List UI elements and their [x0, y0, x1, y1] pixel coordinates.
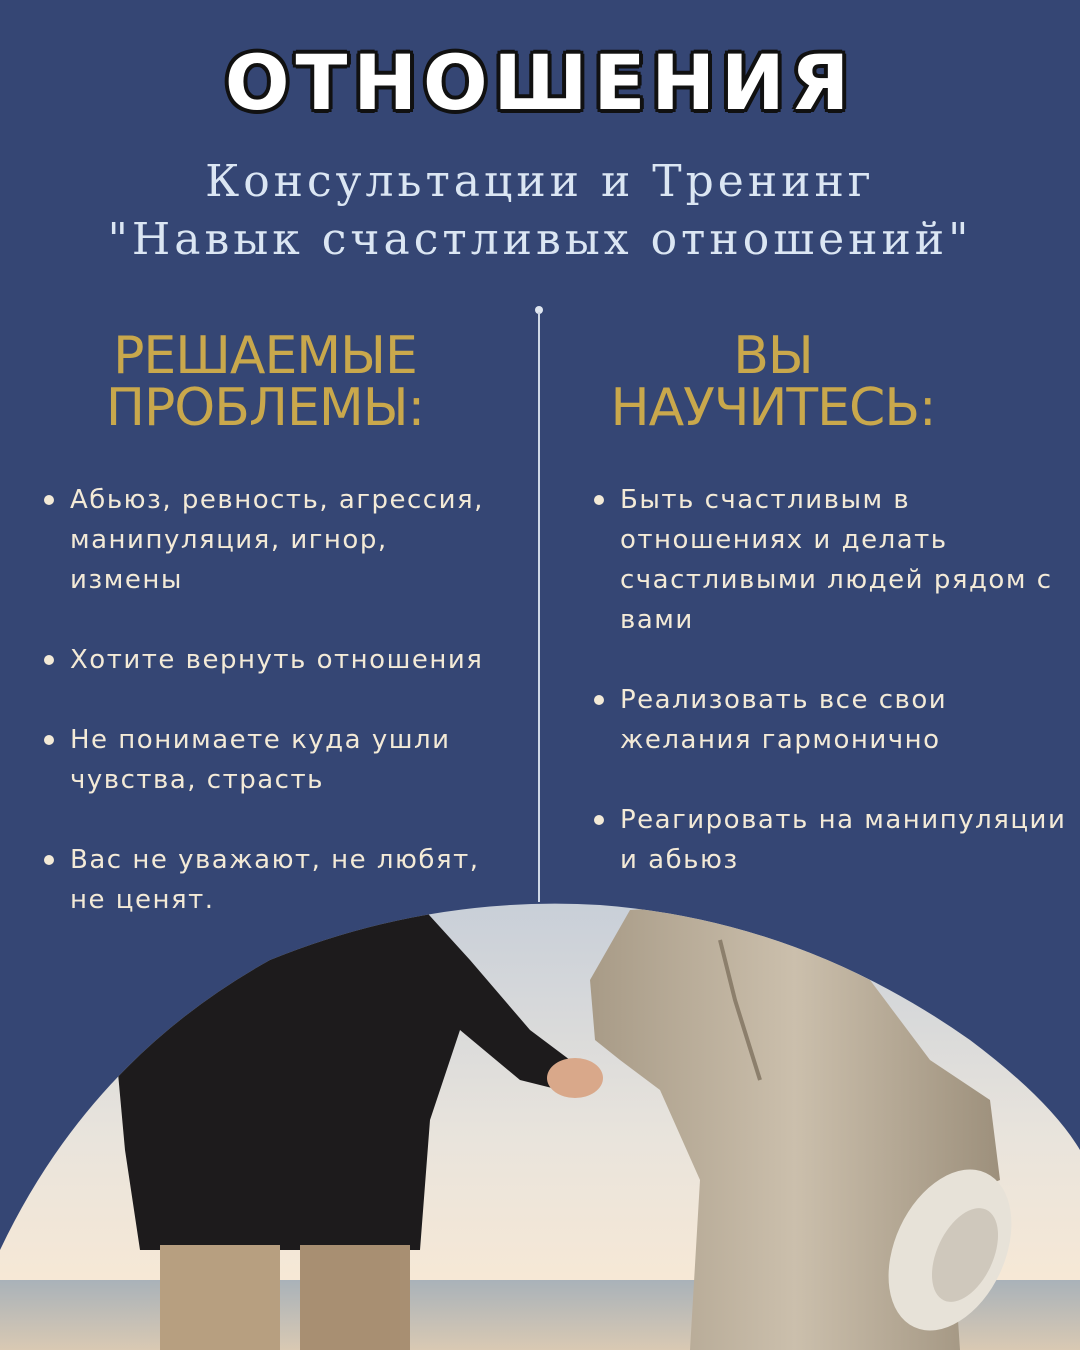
problems-heading-line-1: РЕШАЕМЫЕ: [113, 326, 417, 386]
list-item-text: Не понимаете куда ушли чувства, страсть: [70, 725, 451, 795]
problems-heading-line-2: ПРОБЛЕМЫ:: [105, 378, 425, 438]
list-item-text: Быть счастливым в отношениях и делать счастливыми людей рядом с вами: [620, 485, 1053, 635]
subtitle-line-2: "Навык счастливых отношений": [107, 214, 973, 265]
list-item-text: Абьюз, ревность, агрессия, манипуляция, игнор, измены: [70, 485, 484, 595]
learn-heading-line-2: НАУЧИТЕСЬ:: [610, 378, 936, 438]
list-item-text: Реагировать на манипуляции и абьюз: [620, 805, 1067, 875]
subtitle-line-1: Консультации и Тренинг: [205, 156, 875, 207]
list-item-text: Хотите вернуть отношения: [70, 645, 484, 675]
page-title: ОТНОШЕНИЯ: [224, 38, 856, 127]
learn-heading-line-1: ВЫ: [733, 326, 813, 386]
list-item-text: Реализовать все свои желания гармонично: [620, 685, 948, 755]
list-item-text: Вас не уважают, не любят, не ценят.: [70, 845, 480, 915]
